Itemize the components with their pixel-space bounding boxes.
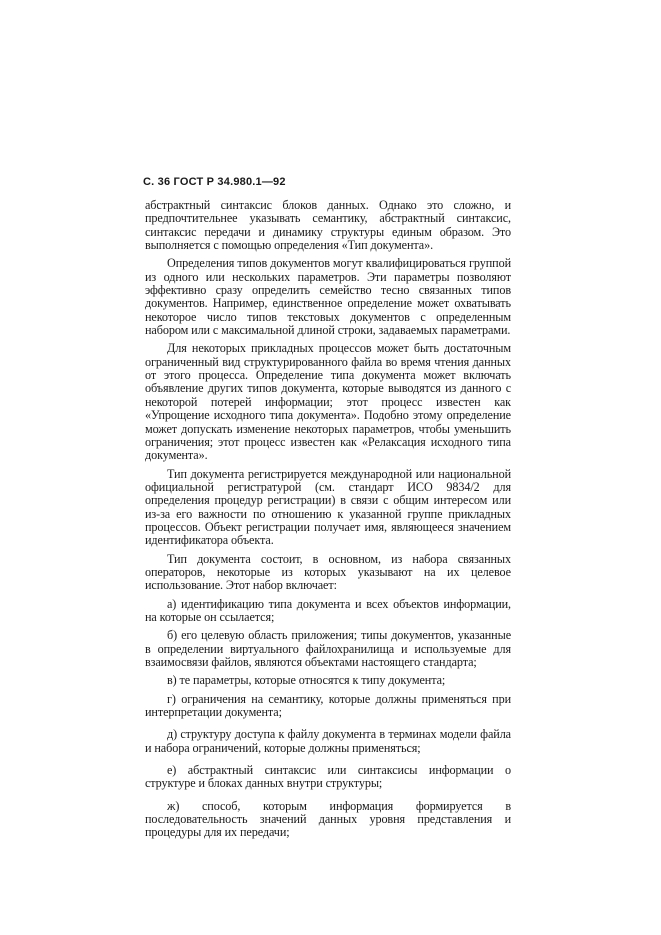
list-item-a: а) идентификацию типа документа и всех объектов информации, на которые он ссылается; xyxy=(145,596,511,624)
document-body xyxy=(145,199,511,840)
page-header: С. 36 ГОСТ Р 34.980.1—92 xyxy=(143,176,286,188)
list-item-e: е) абстрактный синтаксис или синтаксисы информации о структуре и блоках данных внутри структуры; xyxy=(145,763,511,791)
paragraph: Определения типов документов могут квалифицироваться группой из одного или нескольких параметров. Эти параметры позволяют эффективно сразу определить семейство тесно связанных типов документов. Например, единственное определение может охватывать некоторое число типов текстовых документов с определенным набором или с максимальной длиной строки, задаваемых параметрами. xyxy=(145,256,511,338)
paragraph: Тип документа состоит, в основном, из набора связанных операторов, некоторые из которых указывают на их целевое использование. Этот набор включает: xyxy=(145,551,511,593)
paragraph: Для некоторых прикладных процессов может быть достаточным ограниченный вид структурированного файла во время чтения данных от этого процесса. Определение типа документа может включать объявление других типов документа, которые выводятся из данного с некоторой потерей информации; этот процесс известен как «Упрощение исходного типа документа». Подобно этому определение может допускать изменение некоторых параметров, чтобы уменьшить ограничения; этот процесс известен как «Релаксация исходного типа документа». xyxy=(145,341,511,463)
paragraph-continuation: абстрактный синтаксис блоков данных. Однако это сложно, и предпочтительнее указывать семантику, абстрактный синтаксис, синтаксис передачи и динамику структуры единым образом. Это выполняется с помощью определения «Тип документа». xyxy=(145,198,511,253)
list-item-zh: ж) способ, которым информация формируется в последовательность значений данных уровня представления и процедуры для их передачи; xyxy=(145,798,511,840)
list-item-g: г) ограничения на семантику, которые должны применяться при интерпретации документа; xyxy=(145,691,511,720)
list-item-v: в) те параметры, которые относятся к типу документа; xyxy=(167,673,446,688)
paragraph: Тип документа регистрируется международной или национальной официальной регистратурой (см. стандарт ИСО 9834/2 для определения процедур регистрации) в связи с общим интересом или из-за его важности по отношению к указанной группе прикладных процессов. Объект регистрации получает имя, являющееся значением идентификатора объекта. xyxy=(145,466,511,548)
document-page xyxy=(145,176,511,840)
list-item-d: д) структуру доступа к файлу документа в терминах модели файла и набора ограничений, которые должны применяться; xyxy=(145,727,511,755)
list-item-b: б) его целевую область приложения; типы документов, указанные в определении виртуального файлохранилища и используемые для взаимосвязи файлов, являются объектами настоящего стандарта; xyxy=(145,628,511,669)
